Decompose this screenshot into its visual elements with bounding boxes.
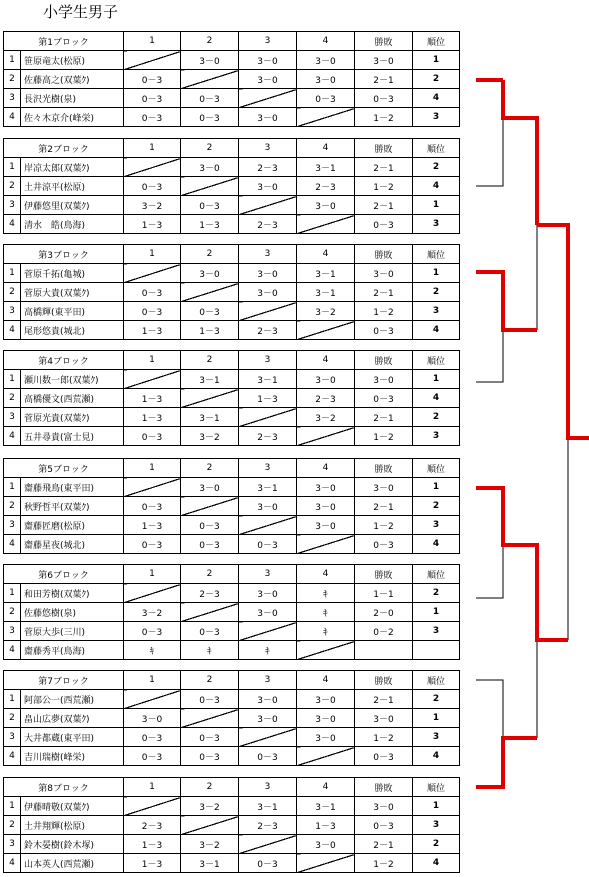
bracket-line-b2 (476, 80, 503, 186)
rank: 3 (413, 302, 460, 321)
match-result: 3－0 (297, 70, 355, 89)
rank: 2 (413, 497, 460, 516)
player-number: 3 (4, 728, 21, 747)
rank: 1 (413, 603, 460, 622)
col-header-1: 1 (124, 139, 181, 158)
rank: 2 (413, 408, 460, 427)
match-result: 2－3 (297, 389, 355, 408)
rank: 1 (413, 264, 460, 283)
match-result: 3－0 (297, 709, 355, 728)
match-result: 3－0 (239, 603, 297, 622)
win-loss: 3－0 (355, 51, 413, 70)
player-name: 菅原光貴(双葉ｸ) (21, 408, 124, 427)
player-number: 1 (4, 51, 21, 70)
match-result: 3－0 (297, 497, 355, 516)
rank: 2 (413, 835, 460, 854)
player-name: 齋藤星夜(城北) (21, 535, 124, 554)
col-header-1: 1 (124, 245, 181, 264)
match-result: ｷ (297, 603, 355, 622)
rank: 1 (413, 709, 460, 728)
player-number: 2 (4, 177, 21, 196)
col-header-rank: 順位 (413, 245, 460, 264)
col-header-1: 1 (124, 459, 181, 478)
win-loss: 0－3 (355, 389, 413, 408)
match-result: 0－3 (181, 747, 239, 766)
col-header-3: 3 (239, 32, 297, 51)
col-header-win-loss: 勝敗 (355, 245, 413, 264)
win-loss: 2－1 (355, 408, 413, 427)
win-loss: 1－2 (355, 516, 413, 535)
rank: 3 (413, 427, 460, 446)
match-result: 2－3 (297, 177, 355, 196)
player-name: 伊藤晴敬(双葉ｸ) (21, 797, 124, 816)
match-result: 3－1 (297, 283, 355, 302)
match-result: 3－2 (181, 835, 239, 854)
match-result: 0－3 (124, 89, 181, 108)
player-name: 阿部公一(西荒瀬) (21, 690, 124, 709)
player-name: 秋野哲平(双葉ｸ) (21, 497, 124, 516)
col-header-rank: 順位 (413, 139, 460, 158)
match-result: 3－0 (297, 478, 355, 497)
col-header-1: 1 (124, 32, 181, 51)
player-name: 高橋優文(西荒瀬) (21, 389, 124, 408)
col-header-2: 2 (181, 32, 239, 51)
match-result: 3－2 (124, 196, 181, 215)
match-result: 2－3 (239, 215, 297, 234)
rank: 4 (413, 747, 460, 766)
col-header-1: 1 (124, 671, 181, 690)
rank: 4 (413, 535, 460, 554)
player-name: 岸凉太郎(双葉ｸ) (21, 158, 124, 177)
winner-line-semi-top (537, 225, 589, 438)
match-result: 3－1 (239, 478, 297, 497)
player-name: 土井翔輝(松原) (21, 816, 124, 835)
col-header-win-loss: 勝敗 (355, 139, 413, 158)
match-result: 1－3 (124, 389, 181, 408)
player-number: 3 (4, 196, 21, 215)
win-loss: 3－0 (355, 264, 413, 283)
match-result: 3－0 (239, 177, 297, 196)
col-header-2: 2 (181, 459, 239, 478)
player-name: 佐藤悠樹(泉) (21, 603, 124, 622)
match-result: 3－1 (181, 408, 239, 427)
rank: 4 (413, 854, 460, 873)
match-result: 0－3 (181, 302, 239, 321)
player-name: 齋藤匠磨(松原) (21, 516, 124, 535)
match-result: 1－3 (124, 835, 181, 854)
player-number: 3 (4, 622, 21, 641)
rank: 3 (413, 622, 460, 641)
win-loss: 1－2 (355, 427, 413, 446)
player-number: 2 (4, 709, 21, 728)
player-number: 4 (4, 641, 21, 660)
col-header-win-loss: 勝敗 (355, 565, 413, 584)
match-result: 3－0 (181, 478, 239, 497)
match-result: 3－1 (181, 370, 239, 389)
match-result: 3－1 (297, 264, 355, 283)
win-loss: 3－0 (355, 709, 413, 728)
rank: 4 (413, 389, 460, 408)
player-number: 3 (4, 516, 21, 535)
player-number: 1 (4, 478, 21, 497)
win-loss: 1－1 (355, 584, 413, 603)
col-header-rank: 順位 (413, 459, 460, 478)
player-number: 1 (4, 158, 21, 177)
match-result: 1－3 (124, 321, 181, 340)
match-result: 0－3 (124, 177, 181, 196)
rank: 4 (413, 321, 460, 340)
match-result: 1－3 (181, 215, 239, 234)
match-result: 3－2 (181, 427, 239, 446)
col-header-3: 3 (239, 459, 297, 478)
player-number: 2 (4, 497, 21, 516)
win-loss: 0－3 (355, 535, 413, 554)
bracket-line-b4 (476, 272, 503, 382)
match-result: 3－1 (181, 854, 239, 873)
match-result: ｷ (124, 641, 181, 660)
rank: 4 (413, 177, 460, 196)
match-result: 3－0 (297, 370, 355, 389)
block-name: 第8ブロック (4, 778, 124, 797)
player-name: 土井涼平(松原) (21, 177, 124, 196)
match-result: 1－3 (124, 854, 181, 873)
match-result: 0－3 (297, 89, 355, 108)
col-header-1: 1 (124, 351, 181, 370)
match-result: 2－3 (239, 158, 297, 177)
col-header-2: 2 (181, 778, 239, 797)
player-number: 1 (4, 690, 21, 709)
col-header-2: 2 (181, 565, 239, 584)
block-name: 第4ブロック (4, 351, 124, 370)
match-result: 0－3 (124, 728, 181, 747)
player-number: 4 (4, 215, 21, 234)
match-result: 3－1 (297, 797, 355, 816)
player-number: 2 (4, 603, 21, 622)
match-result: 0－3 (181, 728, 239, 747)
match-result: 3－0 (239, 497, 297, 516)
player-number: 1 (4, 584, 21, 603)
block-name: 第2ブロック (4, 139, 124, 158)
player-name: 佐々木京介(峰栄) (21, 108, 124, 127)
player-name: 鈴木晏樹(鈴木塚) (21, 835, 124, 854)
col-header-3: 3 (239, 245, 297, 264)
win-loss: 0－3 (355, 816, 413, 835)
match-result: 3－0 (239, 283, 297, 302)
col-header-2: 2 (181, 671, 239, 690)
col-header-win-loss: 勝敗 (355, 32, 413, 51)
match-result: 0－3 (124, 108, 181, 127)
match-result: 0－3 (239, 747, 297, 766)
player-number: 4 (4, 427, 21, 446)
rank: 3 (413, 516, 460, 535)
winner-line-b1-b2 (503, 80, 537, 225)
player-number: 2 (4, 816, 21, 835)
match-result: 3－0 (239, 709, 297, 728)
match-result: 3－2 (181, 797, 239, 816)
match-result: 3－0 (297, 51, 355, 70)
rank: 2 (413, 158, 460, 177)
match-result: 3－2 (124, 603, 181, 622)
block-name: 第6ブロック (4, 565, 124, 584)
player-number: 2 (4, 70, 21, 89)
winner-line-b5 (476, 488, 568, 640)
player-name: 畠山広夢(双葉ｸ) (21, 709, 124, 728)
match-result: ｷ (297, 584, 355, 603)
col-header-3: 3 (239, 671, 297, 690)
match-result: 0－3 (124, 70, 181, 89)
col-header-rank: 順位 (413, 351, 460, 370)
match-result: 3－1 (239, 797, 297, 816)
match-result: 3－2 (297, 408, 355, 427)
rank: 2 (413, 584, 460, 603)
player-number: 4 (4, 321, 21, 340)
rank: 1 (413, 51, 460, 70)
player-name: 菅原大歩(三川) (21, 622, 124, 641)
col-header-win-loss: 勝敗 (355, 351, 413, 370)
match-result: 1－3 (124, 408, 181, 427)
match-result: 0－3 (181, 690, 239, 709)
win-loss: 2－1 (355, 835, 413, 854)
player-number: 1 (4, 264, 21, 283)
col-header-rank: 順位 (413, 32, 460, 51)
player-name: 尾形悠貴(城北) (21, 321, 124, 340)
rank: 2 (413, 690, 460, 709)
player-name: 菅原大貴(双葉ｸ) (21, 283, 124, 302)
player-number: 3 (4, 408, 21, 427)
player-number: 4 (4, 108, 21, 127)
match-result: 0－3 (124, 747, 181, 766)
match-result: 2－3 (124, 816, 181, 835)
player-number: 4 (4, 535, 21, 554)
match-result: 1－3 (239, 389, 297, 408)
match-result: 3－2 (297, 302, 355, 321)
match-result: 3－1 (297, 158, 355, 177)
match-result: ｷ (239, 641, 297, 660)
win-loss: 0－3 (355, 89, 413, 108)
rank: 2 (413, 70, 460, 89)
rank: 2 (413, 283, 460, 302)
match-result: 3－1 (239, 370, 297, 389)
match-result: 0－3 (124, 622, 181, 641)
match-result: 3－0 (124, 709, 181, 728)
rank: 4 (413, 89, 460, 108)
col-header-2: 2 (181, 139, 239, 158)
col-header-2: 2 (181, 245, 239, 264)
player-number: 1 (4, 370, 21, 389)
match-result: 1－3 (297, 816, 355, 835)
col-header-4: 4 (297, 32, 355, 51)
rank: 3 (413, 816, 460, 835)
player-name: 五井尋貴(富士見) (21, 427, 124, 446)
bracket-lines-black (476, 80, 568, 787)
win-loss: 2－0 (355, 603, 413, 622)
player-number: 4 (4, 854, 21, 873)
block-name: 第3ブロック (4, 245, 124, 264)
match-result: 2－3 (239, 427, 297, 446)
win-loss: 0－3 (355, 747, 413, 766)
match-result: 1－3 (181, 321, 239, 340)
player-name: 瀬川数一郎(双葉ｸ) (21, 370, 124, 389)
col-header-4: 4 (297, 351, 355, 370)
rank: 1 (413, 370, 460, 389)
win-loss: 3－0 (355, 370, 413, 389)
match-result: 0－3 (181, 108, 239, 127)
win-loss: 1－2 (355, 108, 413, 127)
match-result: 0－3 (124, 283, 181, 302)
page-title: 小学生男子 (43, 3, 119, 21)
winner-line-b3 (476, 272, 537, 330)
rank: 1 (413, 797, 460, 816)
rank: 3 (413, 215, 460, 234)
match-result: 0－3 (181, 622, 239, 641)
match-result: 0－3 (181, 516, 239, 535)
match-result: 2－3 (239, 816, 297, 835)
bracket-line-b7 (476, 680, 503, 787)
col-header-4: 4 (297, 565, 355, 584)
win-loss: 2－1 (355, 283, 413, 302)
col-header-win-loss: 勝敗 (355, 778, 413, 797)
match-result: 3－0 (297, 516, 355, 535)
player-name: 山本英人(西荒瀬) (21, 854, 124, 873)
match-result: 3－0 (181, 51, 239, 70)
rank: 3 (413, 728, 460, 747)
match-result: 2－3 (239, 321, 297, 340)
player-name: 佐藤高之(双葉ｸ) (21, 70, 124, 89)
player-name: 伊藤悠里(双葉ｸ) (21, 196, 124, 215)
player-number: 4 (4, 747, 21, 766)
rank: 1 (413, 478, 460, 497)
col-header-3: 3 (239, 565, 297, 584)
col-header-4: 4 (297, 778, 355, 797)
win-loss: 1－2 (355, 302, 413, 321)
col-header-4: 4 (297, 671, 355, 690)
player-number: 3 (4, 89, 21, 108)
player-name: 齋藤秀平(鳥海) (21, 641, 124, 660)
win-loss: 2－1 (355, 690, 413, 709)
player-number: 3 (4, 835, 21, 854)
match-result: 3－0 (239, 584, 297, 603)
win-loss: 2－1 (355, 70, 413, 89)
col-header-3: 3 (239, 139, 297, 158)
win-loss: 2－1 (355, 196, 413, 215)
win-loss: 1－2 (355, 854, 413, 873)
win-loss: 3－0 (355, 797, 413, 816)
match-result: 3－0 (297, 196, 355, 215)
player-name: 笹原竜太(松原) (21, 51, 124, 70)
player-number: 3 (4, 302, 21, 321)
col-header-3: 3 (239, 351, 297, 370)
block-name: 第5ブロック (4, 459, 124, 478)
col-header-3: 3 (239, 778, 297, 797)
match-result: 0－3 (124, 302, 181, 321)
block-name: 第7ブロック (4, 671, 124, 690)
match-result: 3－0 (181, 158, 239, 177)
player-name: 菅原千拓(亀城) (21, 264, 124, 283)
player-name: 長沢光樹(泉) (21, 89, 124, 108)
bracket-line-b6 (476, 488, 503, 598)
match-result: 0－3 (181, 196, 239, 215)
win-loss: 0－3 (355, 215, 413, 234)
match-result: 3－0 (297, 690, 355, 709)
col-header-4: 4 (297, 139, 355, 158)
player-number: 1 (4, 797, 21, 816)
match-result: 3－0 (239, 108, 297, 127)
win-loss: 0－2 (355, 622, 413, 641)
match-result: 3－0 (181, 264, 239, 283)
win-loss: 1－2 (355, 177, 413, 196)
col-header-4: 4 (297, 459, 355, 478)
winner-line-b8 (476, 738, 537, 787)
col-header-rank: 順位 (413, 671, 460, 690)
match-result: 0－3 (239, 854, 297, 873)
match-result: 0－3 (181, 89, 239, 108)
col-header-rank: 順位 (413, 565, 460, 584)
player-number: 2 (4, 283, 21, 302)
win-loss: 0－3 (355, 321, 413, 340)
player-name: 和田芳樹(双葉ｸ) (21, 584, 124, 603)
block-name: 第1ブロック (4, 32, 124, 51)
match-result: 3－0 (239, 690, 297, 709)
player-name: 大井都蔵(東平田) (21, 728, 124, 747)
col-header-2: 2 (181, 351, 239, 370)
match-result: 1－3 (124, 516, 181, 535)
match-result: 2－3 (181, 584, 239, 603)
win-loss: 1－2 (355, 728, 413, 747)
col-header-4: 4 (297, 245, 355, 264)
match-result: 0－3 (181, 535, 239, 554)
match-result: 0－3 (124, 427, 181, 446)
match-result: 0－3 (124, 497, 181, 516)
rank: 1 (413, 196, 460, 215)
match-result: 3－0 (239, 70, 297, 89)
win-loss: 3－0 (355, 478, 413, 497)
player-name: 清水 皓(鳥海) (21, 215, 124, 234)
rank: 3 (413, 108, 460, 127)
player-name: 高橋輝(東平田) (21, 302, 124, 321)
match-result: 3－0 (239, 264, 297, 283)
match-result: 3－0 (239, 51, 297, 70)
match-result: 3－0 (297, 728, 355, 747)
match-result: 3－0 (297, 835, 355, 854)
player-name: 齋藤飛鳥(東平田) (21, 478, 124, 497)
player-number: 2 (4, 389, 21, 408)
win-loss: 2－1 (355, 158, 413, 177)
win-loss: 2－1 (355, 497, 413, 516)
col-header-win-loss: 勝敗 (355, 671, 413, 690)
match-result: 0－3 (239, 535, 297, 554)
col-header-win-loss: 勝敗 (355, 459, 413, 478)
col-header-rank: 順位 (413, 778, 460, 797)
match-result: 1－3 (124, 215, 181, 234)
player-name: 吉川瑞樹(峰栄) (21, 747, 124, 766)
match-result: ｷ (181, 641, 239, 660)
col-header-1: 1 (124, 778, 181, 797)
match-result: 0－3 (124, 535, 181, 554)
match-result: ｷ (297, 622, 355, 641)
col-header-1: 1 (124, 565, 181, 584)
